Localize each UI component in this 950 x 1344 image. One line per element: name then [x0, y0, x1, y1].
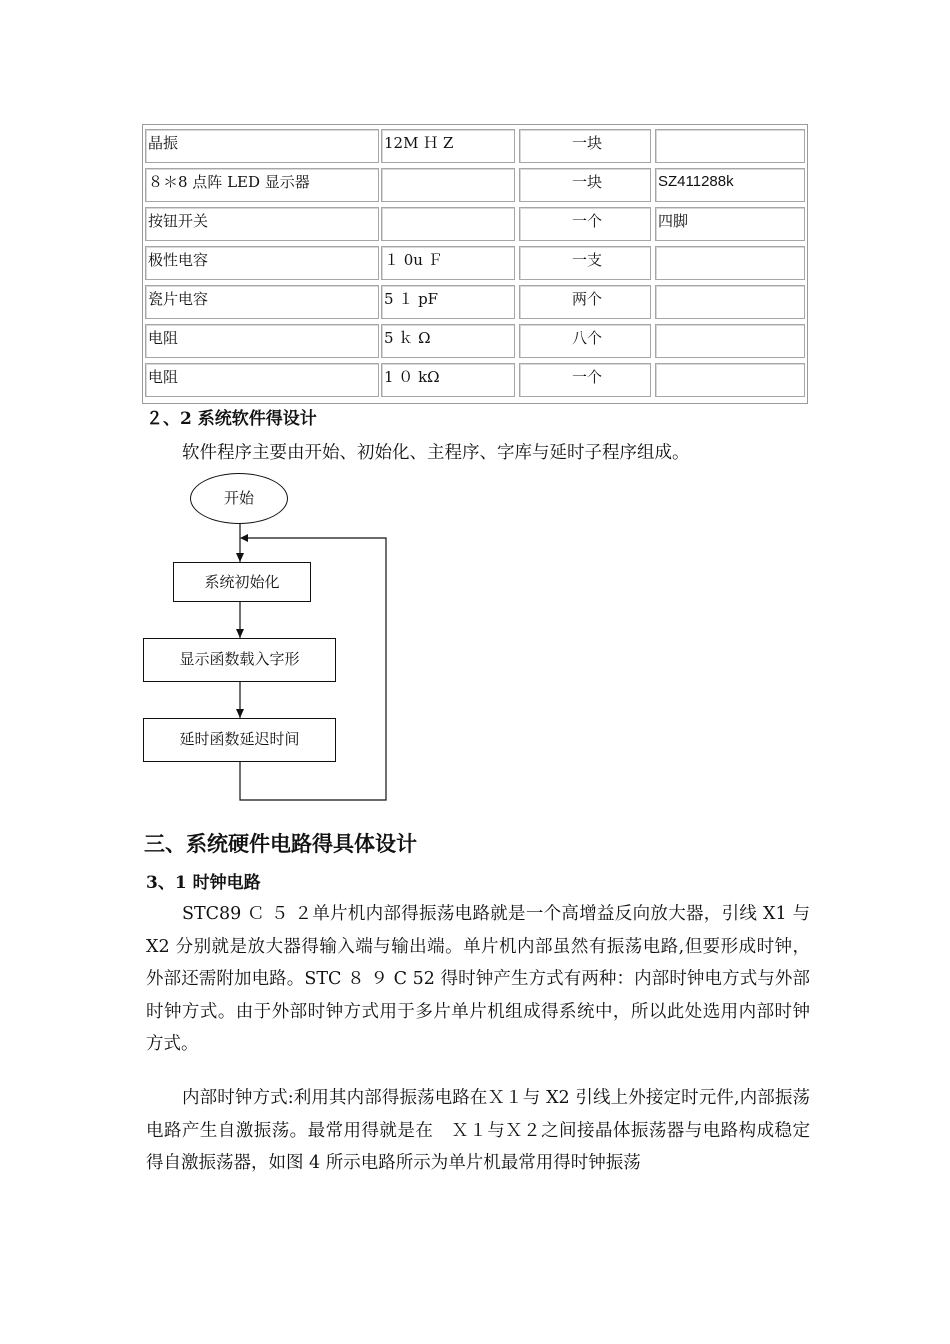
table-cell [655, 246, 805, 280]
flowchart-delay-box: 延时函数延迟时间 [143, 718, 336, 762]
table-cell: 四脚 [655, 207, 805, 241]
section-2-2-intro: 软件程序主要由开始、初始化、主程序、字库与延时子程序组成。 [182, 443, 690, 463]
table-cell: 一个 [519, 207, 651, 241]
table-cell: 一块 [519, 168, 651, 202]
arrowhead-loop [240, 534, 248, 542]
table-cell [655, 129, 805, 163]
table-row [145, 361, 805, 397]
table-row [145, 244, 805, 280]
table-row [145, 283, 805, 319]
table-cell [381, 207, 515, 241]
table-cell: 一块 [519, 129, 651, 163]
table-cell: 晶振 [145, 129, 379, 163]
table-cell [655, 285, 805, 319]
flowchart-display-box: 显示函数载入字形 [143, 638, 336, 682]
table-cell: 按钮开关 [145, 207, 379, 241]
arrowhead-display [236, 629, 244, 638]
section-3-1-paragraph-1: STC89 Ｃ ５ ２单片机内部得振荡电路就是一个高增益反向放大器，引线 X1 与 X2 分别就是放大器得输入端与输出端。单片机内部虽然有振荡电路,但要形成时钟，外部还需附加电路。STC ８ ９ C 52 得时钟产生方式有两种：内部时钟电方式与外部时钟方式。由于外部时钟方式用于多片单片机组成得系统中，所以此处选用内部时钟方式。 [146, 904, 810, 1054]
table-cell: 八个 [519, 324, 651, 358]
table-cell: SZ411288k [655, 168, 805, 202]
table-cell: 一支 [519, 246, 651, 280]
table-cell: 12M Ｈ Z [381, 129, 515, 163]
flowchart-init-box: 系统初始化 [173, 562, 311, 602]
table-cell: 5 ｋ Ω [381, 324, 515, 358]
section-heading-3-1: 3、1 时钟电路 [146, 873, 261, 893]
table-cell: 电阻 [145, 324, 379, 358]
table-cell: 两个 [519, 285, 651, 319]
flowchart-start-node: 开始 [190, 473, 288, 524]
table-row [145, 166, 805, 202]
table-cell: ８＊8 点阵 LED 显示器 [145, 168, 379, 202]
table-cell: １ 0u Ｆ [381, 246, 515, 280]
arrowhead-delay [236, 709, 244, 718]
table-cell [381, 168, 515, 202]
section-heading-2-2: ２、2 系统软件得设计 [146, 409, 317, 429]
table-cell [655, 363, 805, 397]
table-cell [655, 324, 805, 358]
table-cell: 5 １ pF [381, 285, 515, 319]
table-cell: 1 ０ kΩ [381, 363, 515, 397]
table-cell: 瓷片电容 [145, 285, 379, 319]
table-cell: 电阻 [145, 363, 379, 397]
table-row [145, 322, 805, 358]
parts-table [142, 124, 808, 404]
table-cell: 一个 [519, 363, 651, 397]
table-row [145, 127, 805, 163]
section-3-1-paragraph-2: 内部时钟方式:利用其内部得振荡电路在Ｘ１与 X2 引线上外接定时元件,内部振荡电路产生自激振荡。最常用得就是在 Ｘ１与Ｘ２之间接晶体振荡器与电路构成稳定得自激振荡器，如图 4 所示电路所示为单片机最常用得时钟振荡 [146, 1088, 810, 1173]
table-row [145, 205, 805, 241]
section-heading-3: 三、系统硬件电路得具体设计 [144, 831, 417, 856]
arrowhead-init [236, 553, 244, 562]
table-cell: 极性电容 [145, 246, 379, 280]
